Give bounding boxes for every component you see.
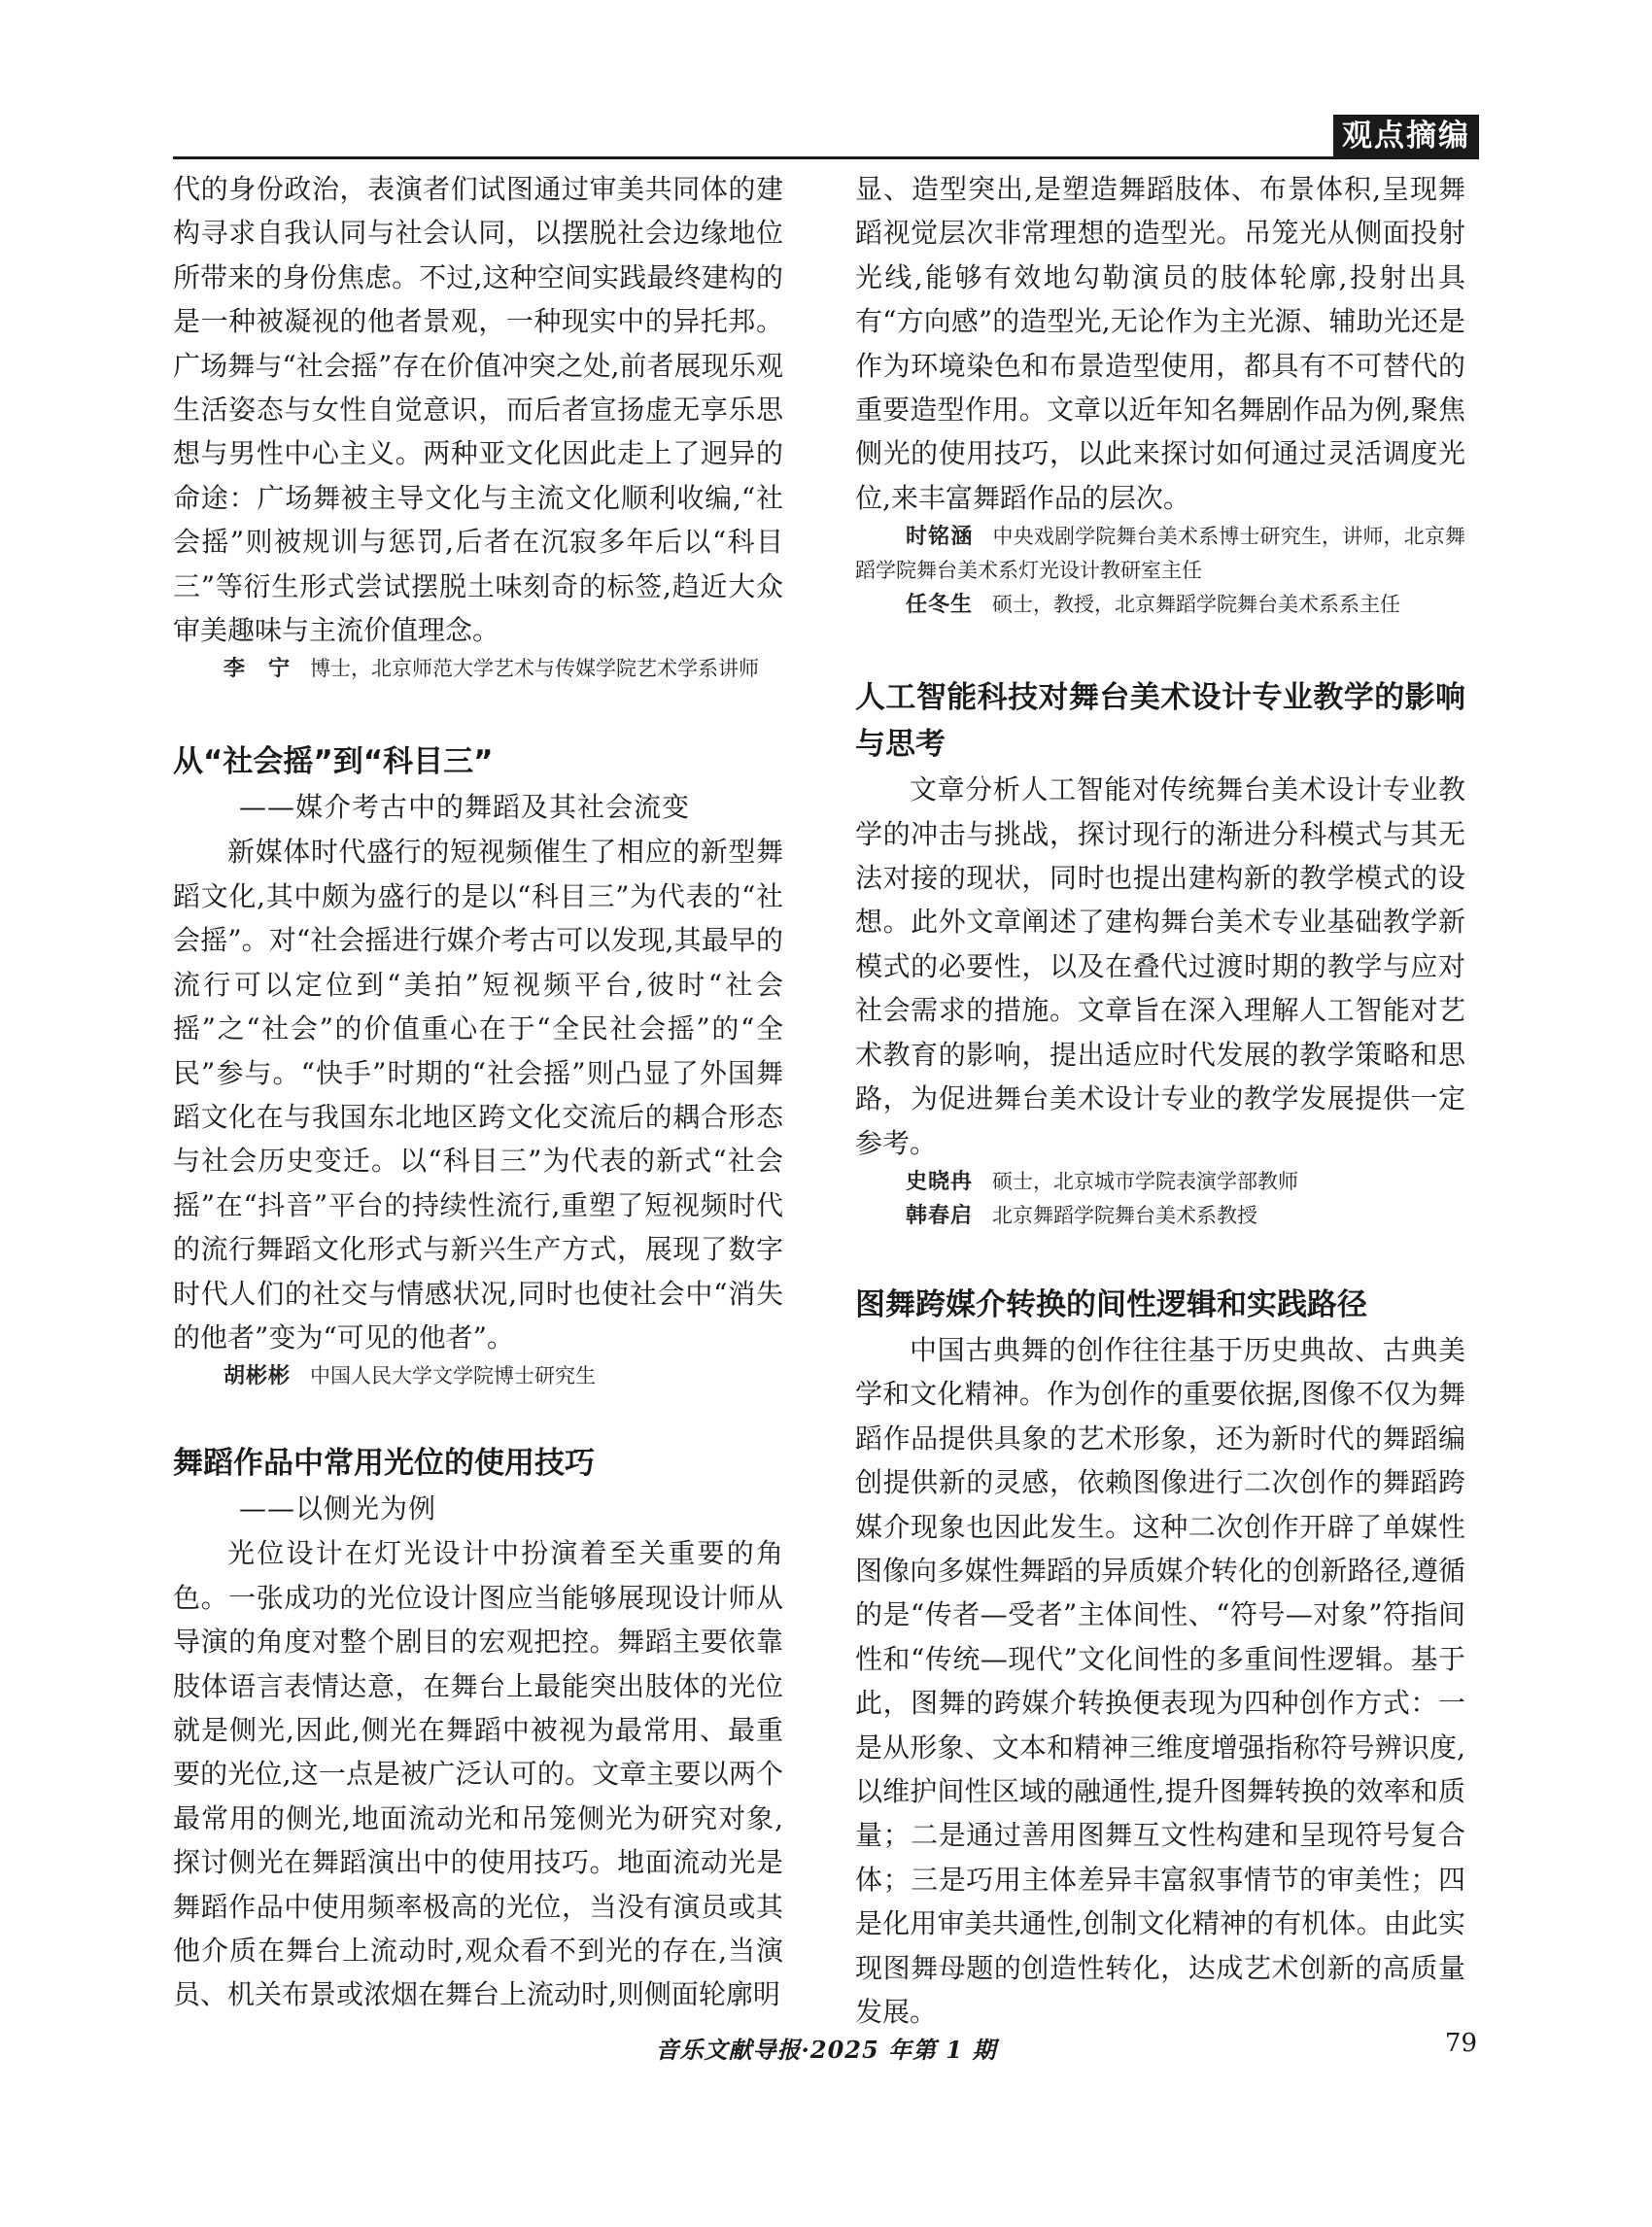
- author-name: 胡彬彬: [224, 1364, 292, 1389]
- author-affiliation: 博士，北京师范大学艺术与传媒学院艺术学系讲师: [310, 657, 760, 681]
- header-rule: [173, 156, 1479, 159]
- continuation-text: 代的身份政治，表演者们试图通过审美共同体的建构寻求自我认同与社会认同，以摆脱社会边缘地位所带来的身份焦虑。不过,这种空间实践最终建构的是一种被凝视的他者景观，一种现实中的异托邦。广场舞与“社会摇”存在价值冲突之处,前者展现乐观生活姿态与女性自觉意识，而后者宣扬虚无享乐思想与男性中心主义。两种亚文化因此走上了迥异的命途：广场舞被主导文化与主流文化顺利收编,“社会摇”则被规训与惩罚,后者在沉寂多年后以“科目三”等衍生形式尝试摆脱土味刻奇的标签,趋近大众审美趣味与主流价值理念。: [173, 173, 783, 647]
- article-subtitle: ——以侧光为例: [239, 1492, 437, 1525]
- author-affiliation: 中国人民大学文学院博士研究生: [310, 1364, 597, 1388]
- author-line: [855, 588, 1465, 622]
- author-line: [855, 1165, 1465, 1199]
- article-title: 从“社会摇”到“科目三”: [173, 744, 494, 780]
- article-body: 新媒体时代盛行的短视频催生了相应的新型舞蹈文化,其中颇为盛行的是以“科目三”为代表的“社会摇”。对“社会摇进行媒介考古可以发现,其最早的流行可以定位到“美拍”短视频平台,彼时“社会摇”之“社会”的价值重心在于“全民社会摇”的“全民”参与。“快手”时期的“社会摇”则凸显了外国舞蹈文化在与我国东北地区跨文化交流后的耦合形态与社会历史变迁。以“科目三”为代表的新式“社会摇”在“抖音”平台的持续性流行,重塑了短视频时代的流行舞蹈文化形式与新兴生产方式，展现了数字时代人们的社交与情感状况,同时也使社会中“消失的他者”变为“可见的他者”。: [173, 836, 783, 1353]
- page-number: 79: [1444, 2029, 1477, 2058]
- journal-footer: 音乐文献导报·2025 年第 1 期: [655, 2036, 997, 2064]
- author-name: 韩春启: [906, 1203, 974, 1228]
- article-body: 光位设计在灯光设计中扮演着至关重要的角色。一张成功的光位设计图应当能够展现设计师从导演的角度对整个剧目的宏观把控。舞蹈主要依靠肢体语言表情达意，在舞台上最能突出肢体的光位就是侧光,因此,侧光在舞蹈中被视为最常用、最重要的光位,这一点是被广泛认可的。文章主要以两个最常用的侧光,地面流动光和吊笼侧光为研究对象,探讨侧光在舞蹈演出中的使用技巧。地面流动光是舞蹈作品中使用频率极高的光位，当没有演员或其他介质在舞台上流动时,观众看不到光的存在,当演员、机关布景或浓烟在舞台上流动时,则侧面轮廓明: [173, 1537, 783, 2011]
- section-label: 观点摘编: [1333, 115, 1479, 157]
- author-name: 任冬生: [906, 593, 974, 618]
- article-body: 中国古典舞的创作往往基于历史典故、古典美学和文化精神。作为创作的重要依据,图像不仅为舞蹈作品提供具象的艺术形象，还为新时代的舞蹈编创提供新的灵感，依赖图像进行二次创作的舞蹈跨媒介现象也因此发生。这种二次创作开辟了单媒性图像向多媒性舞蹈的异质媒介转化的创新路径,遵循的是“传者—受者”主体间性、“符号—对象”符指间性和“传统—现代”文化间性的多重间性逻辑。基于此，图舞的跨媒介转换便表现为四种创作方式：一是从形象、文本和精神三维度增强指称符号辨识度,以维护间性区域的融通性,提升图舞转换的效率和质量；二是通过善用图舞互文性构建和呈现符号复合体；三是巧用主体差异丰富叙事情节的审美性；四是化用审美共通性,创制文化精神的有机体。由此实现图舞母题的创造性转化，达成艺术创新的高质量发展。: [855, 1333, 1465, 2028]
- author-affiliation: 北京舞蹈学院舞台美术系教授: [992, 1203, 1258, 1227]
- article-title: 人工智能科技对舞台美术设计专业教学的影响与思考: [855, 680, 1465, 763]
- author-affiliation: 硕士，北京城市学院表演学部教师: [992, 1169, 1299, 1193]
- article-title: 舞蹈作品中常用光位的使用技巧: [173, 1446, 595, 1482]
- article-subtitle: ——媒介考古中的舞蹈及其社会流变: [239, 791, 691, 824]
- author-name: 时铭涵: [906, 525, 974, 550]
- author-affiliation: 硕士，教授，北京舞蹈学院舞台美术系系主任: [992, 593, 1401, 617]
- article-body: 文章分析人工智能对传统舞台美术设计专业教学的冲击与挑战，探讨现行的渐进分科模式与其无法对接的现状，同时也提出建构新的教学模式的设想。此外文章阐述了建构舞台美术专业基础教学新模式的必要性，以及在叠代过渡时期的教学与应对社会需求的措施。文章旨在深入理解人工智能对艺术教育的影响，提出适应时代发展的教学策略和思路，为促进舞台美术设计专业的教学发展提供一定参考。: [855, 773, 1465, 1159]
- article-title: 图舞跨媒介转换的间性逻辑和实践路径: [855, 1286, 1367, 1322]
- author-line: [173, 652, 783, 686]
- author-name: 史晓冉: [906, 1169, 974, 1194]
- right-column: [855, 167, 1465, 2034]
- author-affiliation: 中央戏剧学院舞台美术系博士研究生，讲师，北京舞蹈学院舞台美术系灯光设计教研室主任: [855, 525, 1465, 583]
- author-line: [855, 520, 1465, 588]
- author-name: 李 宁: [224, 657, 292, 682]
- left-column: [173, 167, 783, 2017]
- article-body-continued: 显、造型突出,是塑造舞蹈肢体、布景体积,呈现舞蹈视觉层次非常理想的造型光。吊笼光从侧面投射光线,能够有效地勾勒演员的肢体轮廓,投射出具有“方向感”的造型光,无论作为主光源、辅助光还是作为环境染色和布景造型使用，都具有不可替代的重要造型作用。文章以近年知名舞剧作品为例,聚焦侧光的使用技巧，以此来探讨如何通过灵活调度光位,来丰富舞蹈作品的层次。: [855, 173, 1465, 514]
- author-line: [855, 1199, 1465, 1233]
- author-line: [173, 1359, 783, 1393]
